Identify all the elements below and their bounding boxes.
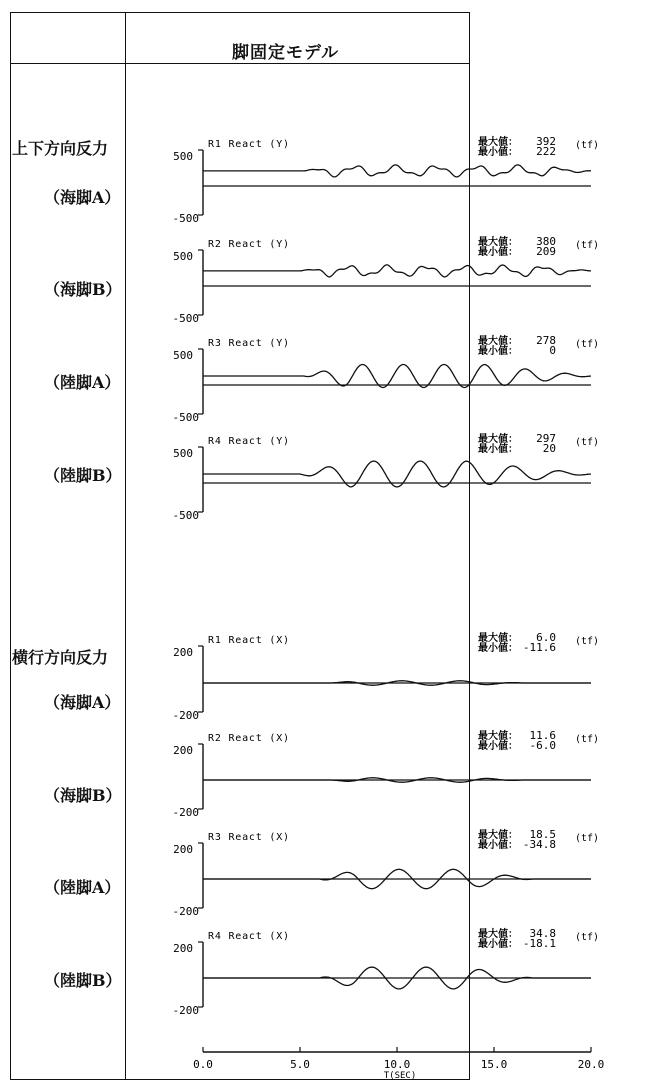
chart-6-min-value: -6.0 <box>529 739 556 752</box>
chart-1-min-value: 222 <box>536 145 556 158</box>
item-label-sea-leg-b-lateral: （海脚B） <box>44 786 122 805</box>
group-label-lateral: 横行方向反力 <box>12 648 109 667</box>
chart-6-unit: (tf) <box>575 734 600 745</box>
chart-1-max-value: 392 <box>536 135 556 148</box>
time-axis-tick-label-2: 10.0 <box>383 1058 411 1071</box>
time-axis-tick-label-3: 15.0 <box>480 1058 508 1071</box>
time-axis-tick-label-0: 0.0 <box>193 1058 213 1071</box>
chart-5-title: R1 React (X) <box>208 635 290 646</box>
chart-6-max-label: 最大値： <box>478 731 518 742</box>
chart-6-ytick-label-bottom: -200 <box>172 806 199 819</box>
chart-3-title: R3 React (Y) <box>208 338 290 349</box>
chart-5-ytick-label-bottom: -200 <box>172 709 199 722</box>
chart-7-max-value: 18.5 <box>529 828 556 841</box>
chart-2-max-label: 最大値： <box>478 237 518 248</box>
chart-4-max-value: 297 <box>536 432 556 445</box>
chart-1-max-label: 最大値： <box>478 137 518 148</box>
chart-1-title: R1 React (Y) <box>208 139 290 150</box>
page-title: 脚固定モデル <box>232 43 340 63</box>
chart-1-series-line <box>203 165 591 177</box>
chart-3-ytick-label-bottom: -500 <box>172 411 199 424</box>
chart-5-min-value: -11.6 <box>522 641 556 654</box>
chart-3-max-value: 278 <box>536 334 556 347</box>
chart-4-max-label: 最大値： <box>478 434 518 445</box>
chart-3-ytick-label-top: 500 <box>173 349 193 362</box>
chart-4-min-value: 20 <box>542 442 556 455</box>
chart-4-ytick-label-bottom: -500 <box>172 509 199 522</box>
chart-1-ytick-label-bottom: -500 <box>172 212 199 225</box>
chart-7-title: R3 React (X) <box>208 832 290 843</box>
chart-1-unit: (tf) <box>575 140 600 151</box>
chart-4-title: R4 React (Y) <box>208 436 290 447</box>
chart-2-ytick-label-bottom: -500 <box>172 312 199 325</box>
chart-3-series-line <box>203 365 591 388</box>
chart-2-min-label: 最小値： <box>478 247 518 258</box>
item-label-land-leg-a-vertical: （陸脚A） <box>44 373 121 392</box>
chart-7-max-label: 最大値： <box>478 830 518 841</box>
chart-4-min-label: 最小値： <box>478 444 518 455</box>
chart-6-max-value: 11.6 <box>529 729 556 742</box>
chart-3-max-label: 最大値： <box>478 336 518 347</box>
chart-6-min-label: 最小値： <box>478 741 518 752</box>
chart-8-title: R4 React (X) <box>208 931 290 942</box>
chart-1-min-label: 最小値： <box>478 147 518 158</box>
chart-7-unit: (tf) <box>575 833 600 844</box>
chart-2-title: R2 React (Y) <box>208 239 290 250</box>
chart-3-unit: (tf) <box>575 339 600 350</box>
item-label-sea-leg-a-vertical: （海脚A） <box>44 188 121 207</box>
chart-7-min-label: 最小値： <box>478 840 518 851</box>
chart-5-max-value: 6.0 <box>536 631 556 644</box>
chart-8-min-label: 最小値： <box>478 939 518 950</box>
time-axis-tick-label-1: 5.0 <box>290 1058 310 1071</box>
chart-6-ytick-label-top: 200 <box>173 744 193 757</box>
chart-8-min-value: -18.1 <box>522 937 556 950</box>
chart-5-max-label: 最大値： <box>478 633 518 644</box>
chart-8-max-value: 34.8 <box>529 927 556 940</box>
chart-2-unit: (tf) <box>575 240 600 251</box>
chart-2-series-line <box>203 265 591 277</box>
item-label-sea-leg-a-lateral: （海脚A） <box>44 693 121 712</box>
chart-7-min-value: -34.8 <box>522 838 556 851</box>
chart-8-ytick-label-top: 200 <box>173 942 193 955</box>
chart-3-min-label: 最小値： <box>478 346 518 357</box>
group-label-vertical: 上下方向反力 <box>12 139 109 158</box>
chart-4-unit: (tf) <box>575 437 600 448</box>
chart-8-ytick-label-bottom: -200 <box>172 1004 199 1017</box>
chart-5-unit: (tf) <box>575 636 600 647</box>
chart-2-ytick-label-top: 500 <box>173 250 193 263</box>
chart-5-ytick-label-top: 200 <box>173 646 193 659</box>
chart-5-min-label: 最小値： <box>478 643 518 654</box>
chart-1-ytick-label-top: 500 <box>173 150 193 163</box>
item-label-land-leg-b-vertical: （陸脚B） <box>44 466 122 485</box>
chart-2-min-value: 209 <box>536 245 556 258</box>
chart-7-ytick-label-top: 200 <box>173 843 193 856</box>
time-axis-tick-label-4: 20.0 <box>577 1058 605 1071</box>
chart-6-title: R2 React (X) <box>208 733 290 744</box>
item-label-land-leg-b-lateral: （陸脚B） <box>44 971 122 990</box>
chart-2-max-value: 380 <box>536 235 556 248</box>
chart-8-unit: (tf) <box>575 932 600 943</box>
chart-7-ytick-label-bottom: -200 <box>172 905 199 918</box>
chart-8-max-label: 最大値： <box>478 929 518 940</box>
chart-4-ytick-label-top: 500 <box>173 447 193 460</box>
time-axis-label: T(SEC) <box>383 1071 417 1081</box>
item-label-land-leg-a-lateral: （陸脚A） <box>44 878 121 897</box>
item-label-sea-leg-b-vertical: （海脚B） <box>44 280 122 299</box>
chart-3-min-value: 0 <box>549 344 556 357</box>
